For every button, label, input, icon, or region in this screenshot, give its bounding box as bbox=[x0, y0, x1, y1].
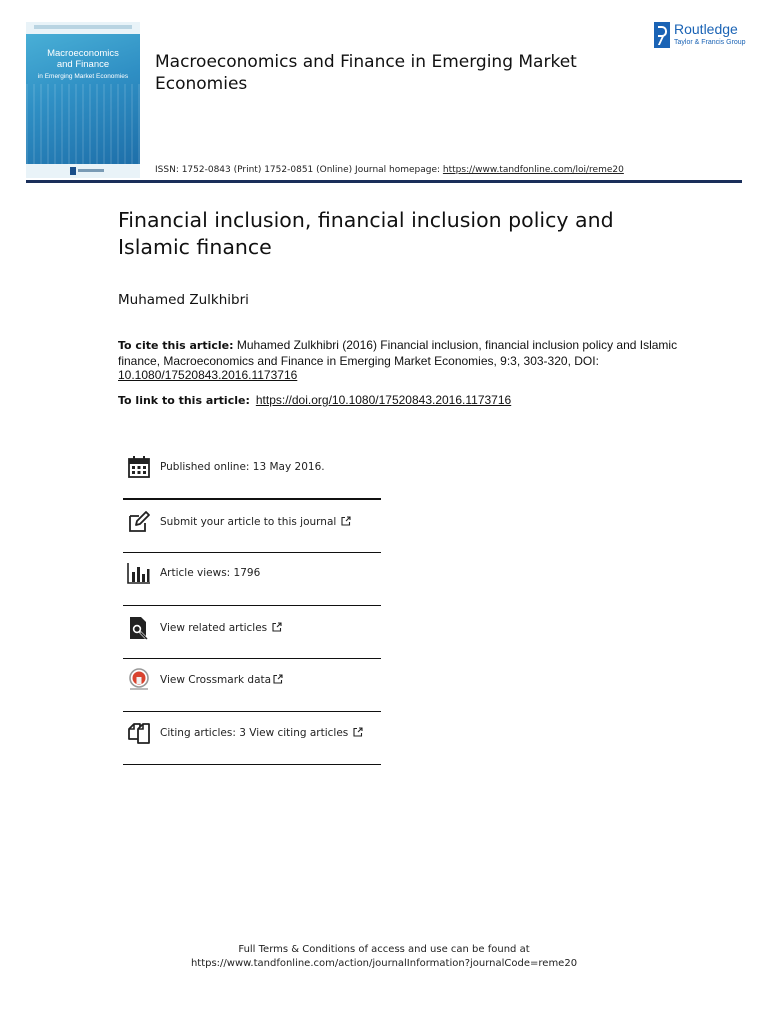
external-link-icon bbox=[272, 622, 282, 632]
journal-homepage-link[interactable]: https://www.tandfonline.com/loi/reme20 bbox=[442, 165, 624, 175]
link-label: To link to this article: bbox=[118, 394, 250, 407]
publisher-subtitle: Taylor & Francis Group bbox=[674, 39, 746, 46]
issn-text: ISSN: 1752-0843 (Print) 1752-0851 (Online) Journal homepage: bbox=[155, 165, 443, 175]
routledge-logo-icon bbox=[654, 22, 670, 48]
calendar-icon bbox=[127, 455, 151, 479]
article-link-line bbox=[118, 393, 678, 407]
copy-documents-icon bbox=[127, 721, 151, 745]
cite-label: To cite this article: bbox=[118, 339, 234, 352]
published-online-row bbox=[123, 442, 381, 494]
submit-article-label-wrap bbox=[160, 516, 351, 528]
journal-title: Macroeconomics and Finance in Emerging Market Economies bbox=[155, 52, 577, 94]
routledge-logo[interactable] bbox=[654, 22, 750, 50]
journal-cover-image bbox=[26, 22, 140, 178]
related-articles-row[interactable] bbox=[123, 603, 381, 655]
article-author: Muhamed Zulkhibri bbox=[118, 292, 249, 308]
external-link-icon bbox=[353, 727, 363, 737]
published-online-text: Published online: 13 May 2016. bbox=[160, 461, 325, 473]
document-search-icon bbox=[127, 616, 151, 640]
bar-chart-icon bbox=[127, 561, 151, 585]
cite-text: Muhamed Zulkhibri (2016) Financial inclusion, financial inclusion policy and Islamic finance, Macroeconomics and Finance in Emerging Market Economies, 9:3, 303-320, DOI: bbox=[118, 338, 678, 368]
header-divider bbox=[26, 180, 742, 183]
related-articles-link[interactable]: View related articles bbox=[160, 622, 268, 634]
cover-title-line: in Emerging Market Economies bbox=[37, 73, 129, 80]
cover-building-pattern bbox=[26, 84, 140, 164]
cite-doi-link[interactable]: 10.1080/17520843.2016.1173716 bbox=[118, 368, 298, 382]
external-link-icon bbox=[341, 516, 351, 526]
article-title: Financial inclusion, financial inclusion policy and Islamic finance bbox=[118, 208, 614, 259]
cover-title-line: and Finance bbox=[56, 59, 110, 70]
terms-text: Full Terms & Conditions of access and use can be found at bbox=[238, 944, 530, 955]
terms-footer bbox=[0, 943, 768, 971]
cover-top-strip bbox=[26, 22, 140, 34]
related-articles-label-wrap bbox=[160, 622, 282, 634]
cover-publisher-logo-icon bbox=[70, 167, 76, 175]
external-link-icon bbox=[273, 674, 283, 684]
submit-article-row[interactable] bbox=[123, 497, 381, 549]
cover-footer bbox=[26, 164, 140, 178]
article-views-row bbox=[123, 548, 381, 600]
crossmark-link[interactable]: View Crossmark data bbox=[160, 674, 272, 686]
submit-article-link[interactable]: Submit your article to this journal bbox=[160, 516, 337, 528]
cover-title bbox=[30, 48, 136, 82]
terms-link[interactable]: https://www.tandfonline.com/action/journalInformation?journalCode=reme20 bbox=[190, 958, 578, 969]
article-doi-link[interactable]: https://doi.org/10.1080/17520843.2016.1173716 bbox=[255, 393, 512, 407]
cover-title-line: Macroeconomics bbox=[47, 48, 119, 59]
issn-line bbox=[155, 165, 624, 175]
citing-articles-row[interactable] bbox=[123, 708, 381, 760]
citing-articles-label-wrap bbox=[160, 727, 363, 739]
info-divider bbox=[123, 764, 381, 765]
crossmark-icon bbox=[127, 668, 151, 692]
citing-articles-link[interactable]: Citing articles: 3 View citing articles bbox=[160, 727, 349, 739]
crossmark-label-wrap bbox=[160, 674, 283, 686]
publisher-name: Routledge bbox=[674, 21, 738, 37]
crossmark-row[interactable] bbox=[123, 655, 381, 707]
citation-block bbox=[118, 338, 678, 383]
article-views-text: Article views: 1796 bbox=[160, 567, 261, 579]
edit-icon bbox=[127, 510, 151, 534]
